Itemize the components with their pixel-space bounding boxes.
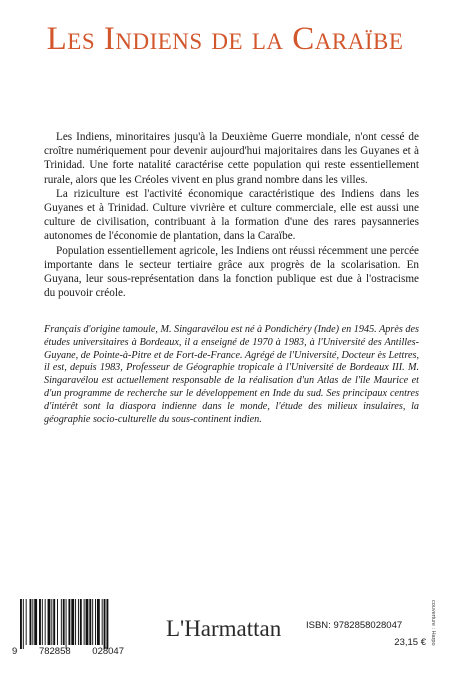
barcode-bar	[106, 599, 108, 649]
barcode-digit-group: 028047	[92, 646, 124, 657]
barcode-bar	[78, 599, 79, 645]
barcode-bar	[57, 599, 58, 645]
summary-paragraph: La riziculture est l'activité économique caractéristique des Indiens dans les Guyanes et à Trinidad. Culture vivrière et culture commerciale, elle est aussi une culture de civilisation, contribuant à la formation d'une des rares paysanneries autonomes de l'économie de plantation, dans la Caraïbe.	[44, 187, 419, 243]
barcode-digit-group: 9	[12, 646, 18, 657]
barcode-bar	[53, 599, 55, 645]
back-cover-summary	[44, 130, 419, 300]
barcode-bar	[23, 599, 24, 649]
barcode-bar	[42, 599, 43, 645]
price: 23,15 €	[394, 637, 426, 648]
barcode-bar	[95, 599, 96, 645]
barcode-bar	[102, 599, 103, 645]
barcode-bar	[89, 599, 91, 645]
barcode-bar	[97, 599, 100, 645]
barcode-bar	[86, 599, 89, 645]
barcode-bar	[68, 599, 70, 645]
barcode-bar	[104, 599, 106, 649]
book-title: Les Indiens de la Caraïbe	[46, 21, 404, 57]
barcode-bar	[39, 599, 41, 645]
barcode-bar	[84, 599, 85, 645]
barcode-bar	[80, 599, 82, 645]
barcode-digit-group: 782858	[38, 646, 71, 657]
barcode-bars	[12, 599, 124, 649]
isbn-number: ISBN: 9782858028047	[306, 620, 403, 631]
barcode-bar	[63, 599, 65, 645]
barcode-digits	[12, 646, 124, 657]
summary-paragraph: Les Indiens, minoritaires jusqu'à la Deuxième Guerre mondiale, n'ont cessé de croître numériquement pour devenir aujourd'hui majoritaires dans les Guyanes et à Trinidad. Une forte natalité caractérise cette population qui reste essentiellement rurale, alors que les Créoles vivent en plus grand nombre dans les villes.	[44, 131, 419, 186]
barcode-bar	[30, 599, 32, 645]
barcode-bar	[34, 599, 37, 645]
summary-paragraph: Population essentiellement agricole, les Indiens ont réussi récemment une percée importante dans le secteur tertiaire grâce aux progrès de la scolarisation. En Guyana, leur sous-représentation dans la fonction publique est due à l'ostracisme du pouvoir créole.	[44, 244, 419, 300]
barcode-bar	[20, 599, 22, 649]
barcode-bar	[66, 599, 67, 649]
barcode-bar	[75, 599, 76, 645]
isbn-block	[306, 620, 426, 648]
barcode-bar	[92, 599, 93, 645]
barcode-bar	[48, 599, 51, 645]
cover-credit: couverture : Harpo	[430, 600, 436, 646]
barcode-bar	[51, 599, 52, 645]
barcode-bar	[26, 599, 27, 645]
barcode-bar	[45, 599, 46, 645]
barcode-bar	[32, 599, 33, 645]
author-biography: Français d'origine tamoule, M. Singaravélou est né à Pondichéry (Inde) en 1945. Après des études universitaires à Bordeaux, il a enseigné de 1970 à 1983, à l'Université des Antilles-Guyane, de Pointe-à-Pitre et de Fort-de-France. Agrégé de l'Université, Docteur ès Lettres, il est, depuis 1983, Professeur de Géographie tropicale à l'Université de Bordeaux III. M. Singaravélou est actuellement responsable de la réalisation d'un Atlas de l'île Maurice et d'un programme de recherche sur le développement en Inde du sud. Ses principaux centres d'intérêt sont la diaspora indienne dans le monde, l'étude des milieux insulaires, la géographie socio-culturelle du sous-continent indien.	[44, 324, 419, 425]
publisher-logo: L'Harmattan	[166, 616, 282, 641]
barcode-bar	[71, 599, 74, 645]
barcode	[12, 599, 124, 661]
barcode-bar	[61, 599, 62, 645]
